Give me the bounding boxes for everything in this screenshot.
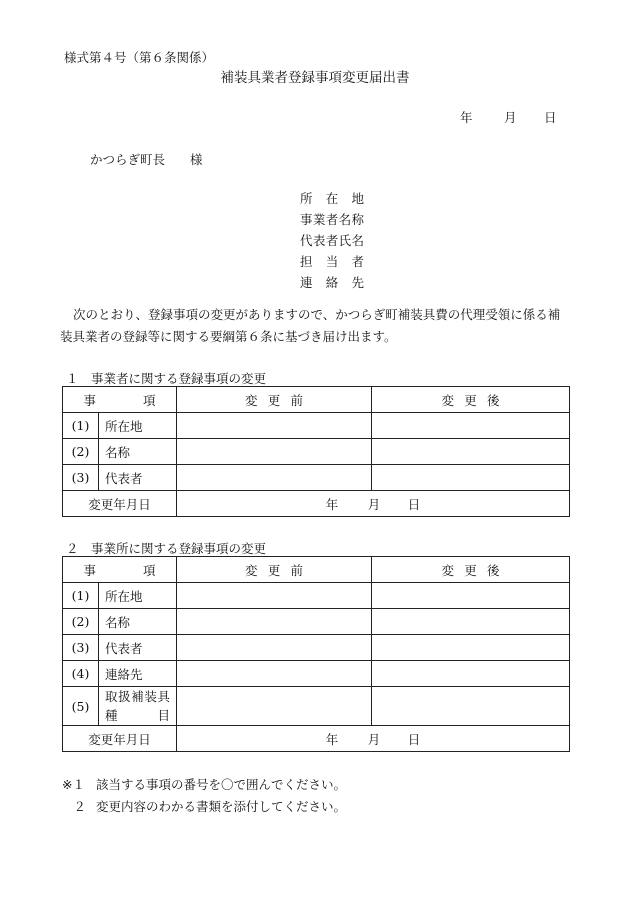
header-before: 変更前 xyxy=(177,387,372,413)
before-cell[interactable] xyxy=(177,609,372,635)
table-header-row xyxy=(63,387,570,413)
note-marker: ２ xyxy=(73,799,86,814)
note-marker: ※１ xyxy=(62,777,85,792)
row-label: 代表者 xyxy=(99,635,177,661)
table-row xyxy=(63,465,570,491)
header-item: 事項 xyxy=(63,557,177,583)
table-row xyxy=(63,687,570,726)
change-date-field[interactable]: 年 月 日 xyxy=(177,491,570,517)
table-row xyxy=(63,635,570,661)
after-cell[interactable] xyxy=(372,635,570,661)
row-number: (4) xyxy=(63,661,99,687)
table-row xyxy=(63,583,570,609)
body-paragraph: 次のとおり、登録事項の変更がありますので、かつらぎ町補装具費の代理受領に係る補装具業者の登録等に関する要綱第６条に基づき届け出ます。 xyxy=(60,307,561,344)
applicant-representative-label: 代表者氏名 xyxy=(300,233,364,248)
row-number: (2) xyxy=(63,439,99,465)
before-cell[interactable] xyxy=(177,661,372,687)
change-date-label: 変更年月日 xyxy=(63,491,177,517)
date-year-label: 年 xyxy=(460,110,473,125)
row-number: (3) xyxy=(63,465,99,491)
note-text: 変更内容のわかる書類を添付してください。 xyxy=(96,799,347,814)
before-cell[interactable] xyxy=(177,635,372,661)
row-number: (5) xyxy=(63,687,99,726)
change-date-row xyxy=(63,491,570,517)
document-title: 補装具業者登録事項変更届出書 xyxy=(220,70,410,86)
header-after: 変更後 xyxy=(372,557,570,583)
before-cell[interactable] xyxy=(177,687,372,726)
row-label: 連絡先 xyxy=(99,661,177,687)
row-number: (1) xyxy=(63,583,99,609)
row-label: 名称 xyxy=(99,609,177,635)
after-cell[interactable] xyxy=(372,465,570,491)
after-cell[interactable] xyxy=(372,413,570,439)
table-header-row xyxy=(63,557,570,583)
applicant-address-label: 所在地 xyxy=(300,191,364,206)
after-cell[interactable] xyxy=(372,439,570,465)
applicant-company-label: 事業者名称 xyxy=(300,212,364,227)
change-date-label: 変更年月日 xyxy=(63,726,177,752)
before-cell[interactable] xyxy=(177,439,372,465)
form-number: 様式第４号（第６条関係） xyxy=(64,50,215,65)
date-month-label: 月 xyxy=(504,110,517,125)
header-before: 変更前 xyxy=(177,557,372,583)
addressee-name: かつらぎ町長 xyxy=(90,152,166,167)
row-label: 所在地 xyxy=(99,413,177,439)
table-row xyxy=(63,661,570,687)
header-after: 変更後 xyxy=(372,387,570,413)
submission-date xyxy=(460,108,557,126)
row-number: (2) xyxy=(63,609,99,635)
table-row xyxy=(63,439,570,465)
section1-table xyxy=(62,386,570,517)
row-number: (1) xyxy=(63,413,99,439)
section2-title: ２ 事業所に関する登録事項の変更 xyxy=(66,541,267,556)
after-cell[interactable] xyxy=(372,583,570,609)
after-cell[interactable] xyxy=(372,609,570,635)
applicant-contact-person-label: 担当者 xyxy=(300,254,364,269)
header-item: 事項 xyxy=(63,387,177,413)
date-day-label: 日 xyxy=(544,110,557,125)
before-cell[interactable] xyxy=(177,413,372,439)
row-label: 代表者 xyxy=(99,465,177,491)
applicant-phone-label: 連絡先 xyxy=(300,275,364,290)
note-text: 該当する事項の番号を〇で囲んでください。 xyxy=(96,777,347,792)
section1-title: １ 事業者に関する登録事項の変更 xyxy=(66,371,267,386)
after-cell[interactable] xyxy=(372,687,570,726)
before-cell[interactable] xyxy=(177,583,372,609)
change-date-field[interactable]: 年 月 日 xyxy=(177,726,570,752)
row-number: (3) xyxy=(63,635,99,661)
table-row xyxy=(63,609,570,635)
addressee-honorific: 様 xyxy=(190,152,203,167)
change-date-row xyxy=(63,726,570,752)
note-2 xyxy=(62,797,346,815)
row-label: 名称 xyxy=(99,439,177,465)
addressee xyxy=(90,150,203,168)
note-1 xyxy=(62,775,346,793)
row-label: 取扱補装具種目 xyxy=(99,687,177,726)
row-label: 所在地 xyxy=(99,583,177,609)
after-cell[interactable] xyxy=(372,661,570,687)
table-row xyxy=(63,413,570,439)
before-cell[interactable] xyxy=(177,465,372,491)
section2-table xyxy=(62,556,570,752)
